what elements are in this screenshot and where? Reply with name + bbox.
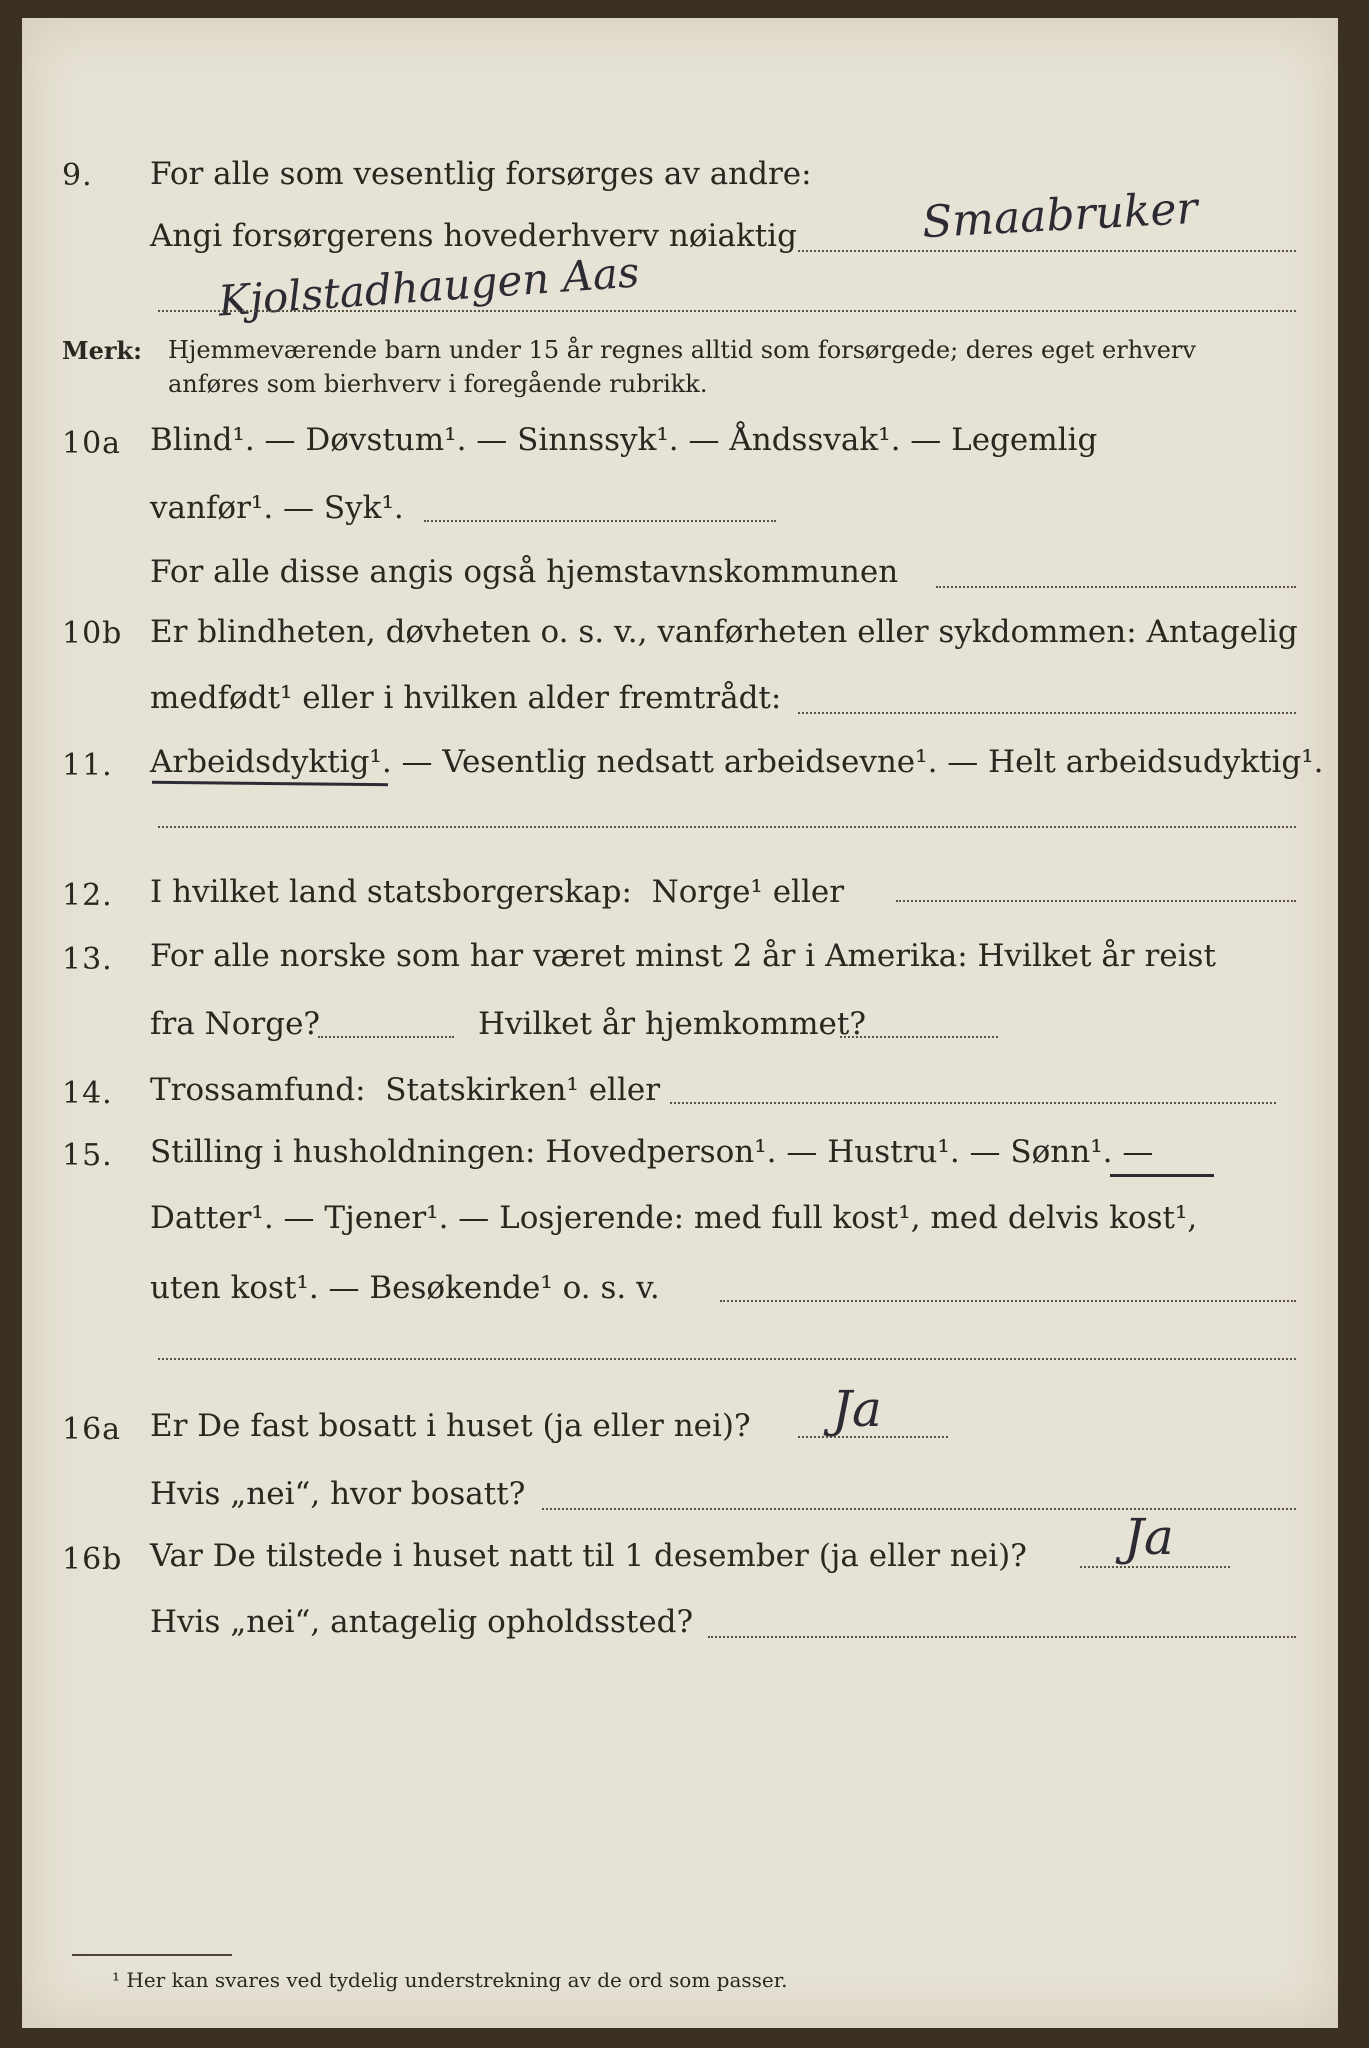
q10b-age-line	[798, 712, 1296, 714]
q16a-number: 16a	[62, 1412, 122, 1447]
q16b-number: 16b	[62, 1542, 123, 1577]
q16a-residence-line	[542, 1508, 1296, 1510]
q10b-line2: medfødt¹ eller i hvilken alder fremtrådt:	[150, 680, 782, 716]
footnote-rule	[72, 1954, 232, 1956]
q11-underline-arbeidsdyktig	[152, 781, 388, 786]
merk-line2: anføres som bierhverv i foregående rubrikk.	[168, 370, 708, 398]
q13-line1: For alle norske som har været minst 2 år i Amerika: Hvilket år reist	[150, 938, 1216, 974]
q15-line2: Datter¹. — Tjener¹. — Losjerende: med full kost¹, med delvis kost¹,	[150, 1200, 1198, 1236]
q14-religion-line	[670, 1102, 1276, 1104]
merk-line1: Hjemmeværende barn under 15 år regnes alltid som forsørgede; deres eget erhverv	[168, 336, 1196, 364]
q13-line2a: fra Norge?	[150, 1006, 321, 1042]
q13-departure-line	[318, 1036, 454, 1038]
q9-handwritten-place: Kjolstadhaugen Aas	[216, 247, 641, 326]
q16b-line1: Var De tilstede i huset natt til 1 desember (ja eller nei)?	[150, 1538, 1027, 1574]
q9-number: 9.	[62, 158, 93, 193]
q9-line1: For alle som vesentlig forsørges av andre:	[150, 156, 812, 192]
q13-number: 13.	[62, 942, 113, 977]
q13-return-line	[840, 1036, 998, 1038]
q11-answer-line	[158, 826, 1296, 828]
q15-visitor-line	[720, 1300, 1296, 1302]
q16b-handwritten-answer: Ja	[1124, 1508, 1174, 1566]
q16b-stay-line	[708, 1636, 1296, 1638]
q10b-number: 10b	[62, 616, 123, 651]
merk-label: Merk:	[62, 336, 142, 365]
footnote: ¹ Her kan svares ved tydelig understrekning av de ord som passer.	[112, 1968, 788, 1992]
q9-handwritten-occupation: Smaabruker	[920, 182, 1199, 249]
q9-second-answer-line	[158, 310, 1296, 312]
q16a-line2: Hvis „nei“, hvor bosatt?	[150, 1476, 526, 1512]
q16a-handwritten-answer: Ja	[832, 1380, 882, 1438]
q12-line1: I hvilket land statsborgerskap: Norge¹ eller	[150, 874, 845, 910]
q12-country-line	[896, 900, 1296, 902]
q9-answer-line	[798, 250, 1296, 252]
q10a-line2: vanfør¹. — Syk¹.	[150, 490, 404, 526]
q10a-syk-line	[424, 520, 776, 522]
q10a-line3: For alle disse angis også hjemstavnskommunen	[150, 554, 899, 590]
q10a-municipality-line	[936, 586, 1296, 588]
q15-line3: uten kost¹. — Besøkende¹ o. s. v.	[150, 1270, 660, 1306]
q13-line2b: Hvilket år hjemkommet?	[478, 1006, 866, 1042]
q14-number: 14.	[62, 1076, 113, 1111]
q15-answer-line	[158, 1358, 1296, 1360]
q12-number: 12.	[62, 878, 113, 913]
q14-line1: Trossamfund: Statskirken¹ eller	[150, 1072, 661, 1108]
q11-line1: Arbeidsdyktig¹. — Vesentlig nedsatt arbeidsevne¹. — Helt arbeidsudyktig¹.	[150, 744, 1324, 780]
q9-line2: Angi forsørgerens hovederhverv nøiaktig	[150, 218, 797, 254]
q10b-line1: Er blindheten, døvheten o. s. v., vanførheten eller sykdommen: Antagelig	[150, 614, 1298, 650]
census-form-page	[22, 18, 1338, 2028]
q10a-line1: Blind¹. — Døvstum¹. — Sinnssyk¹. — Åndssvak¹. — Legemlig	[150, 422, 1098, 458]
q15-underline-sonn	[1110, 1174, 1214, 1177]
q16b-answer-line	[1080, 1566, 1230, 1568]
q11-number: 11.	[62, 748, 113, 783]
q16a-line1: Er De fast bosatt i huset (ja eller nei)?	[150, 1408, 751, 1444]
q15-number: 15.	[62, 1138, 113, 1173]
q10a-number: 10a	[62, 426, 122, 461]
q15-line1: Stilling i husholdningen: Hovedperson¹. — Hustru¹. — Sønn¹. —	[150, 1134, 1154, 1170]
q16b-line2: Hvis „nei“, antagelig opholdssted?	[150, 1604, 694, 1640]
